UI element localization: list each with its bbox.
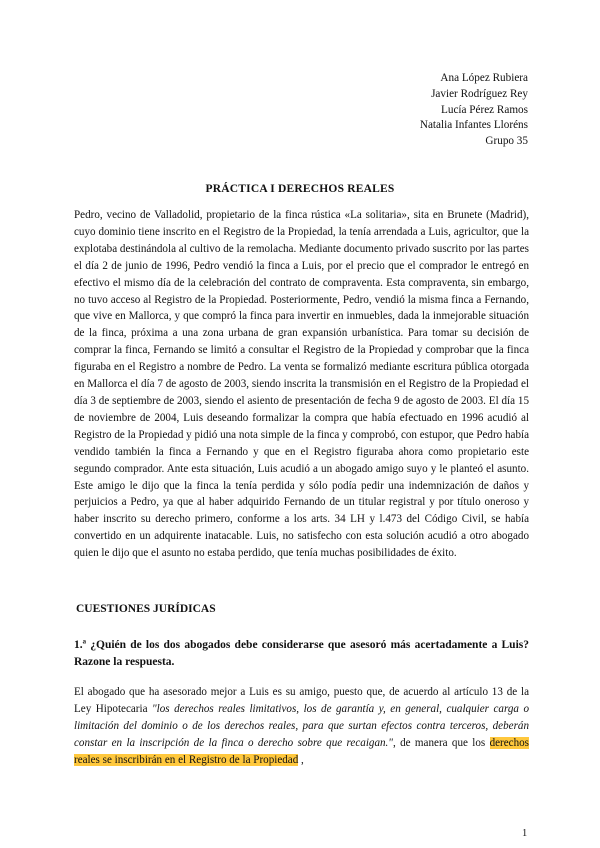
group-label: Grupo 35: [485, 135, 528, 148]
section-heading: CUESTIONES JURÍDICAS: [76, 603, 216, 615]
law-quote: "los derechos reales limitativos, los de garantía y, en general, cualquier carga o limitación del dominio o de los derechos reales, para que surtan efectos contra terceros, deberán constar en la inscripción de la finca o derecho sobre que recaigan.": [74, 702, 529, 749]
page-number: 1: [522, 828, 528, 839]
answer-end: ,: [298, 753, 304, 766]
highlighted-text: derechos reales se inscribirán en el Registro de la Propiedad: [74, 736, 530, 766]
author-name: Javier Rodríguez Rey: [431, 87, 528, 100]
answer-intro: El abogado que ha asesorado mejor a Luis es su amigo, puesto que, de acuerdo al artículo 13 de la Ley Hipotecaria: [74, 686, 529, 715]
document-title: PRÁCTICA I DERECHOS REALES: [205, 183, 395, 195]
author-name: Natalia Infantes Lloréns: [419, 119, 528, 132]
author-block: [420, 71, 528, 150]
question-1: 1.ª ¿Quién de los dos abogados debe considerarse que asesoró más acertadamente a Luis? Razone la respuesta.: [74, 639, 529, 668]
answer-middle: , de manera que los: [392, 736, 490, 749]
case-statement: Pedro, vecino de Valladolid, propietario de la finca rústica «La solitaria», sita en Brunete (Madrid), cuyo dominio tiene inscrito en el Registro de la Propiedad, la tenía arrendada a Luis, agricultor, que la explotaba destinándola al cultivo de la remolacha. Mediante documento privado suscrito por las partes el día 2 de junio de 1996, Pedro vendió la finca a Luis, por el precio que el comprador le entregó en efectivo el mismo día de la celebración del contrato de compraventa. Esta compraventa, sin embargo, no tuvo acceso al Registro de la Propiedad. Posteriormente, Pedro, vendió la misma finca a Fernando, que vive en Mallorca, y que compró la finca para invertir en inmuebles, dada la inmejorable situación de la finca, próxima a una zona urbana de gran expansión urbanística. Para tomar su decisión de comprar la finca, Fernando se limitó a consultar el Registro de la Propiedad y comprobar que la finca figuraba en el Registro a nombre de Pedro. La venta se formalizó mediante escritura pública otorgada en Mallorca el día 7 de agosto de 2003, siendo inscrita la transmisión en el Registro de la Propiedad el día 3 de septiembre de 2003, siendo el asiento de presentación de fecha 9 de agosto de 2003. El día 15 de noviembre de 2004, Luis deseando formalizar la compra que había efectuado en 1996 acudió al Registro de la Propiedad y pidió una nota simple de la finca y comprobó, con estupor, que Pedro había vendido también la finca a Fernando y que en el Registro figuraba ahora como propietario este segundo comprador. Ante esta situación, Luis acudió a un abogado amigo suyo y le planteó el asunto. Este amigo le dijo que la finca la tenía perdida y sólo podía pedir una indemnización de daños y perjuicios a Pedro, ya que al haber adquirido Fernando de un titular registral y por título oneroso y haber inscrito su derecho primero, conforme a los arts. 34 LH y l.473 del Código Civil, se había convertido en un adquirente inatacable. Luis, no satisfecho con esta solución acudió a otro abogado quien le dijo que el asunto no estaba perdido, que tenía muchas posibilidades de éxito.: [74, 209, 529, 560]
author-name: Lucía Pérez Ramos: [441, 103, 528, 116]
answer-1: [74, 684, 529, 769]
author-name: Ana López Rubiera: [440, 72, 528, 84]
